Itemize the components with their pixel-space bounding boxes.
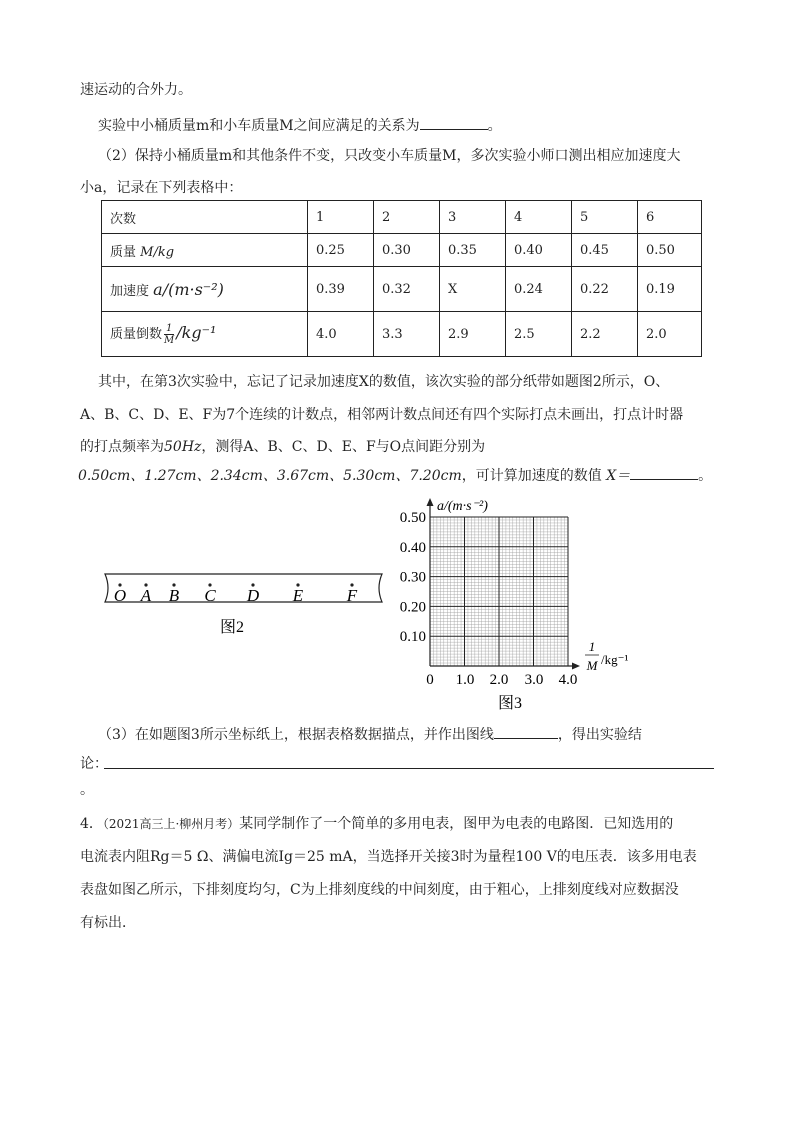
q2-line-1: （2）保持小桶质量m和其他条件不变，只改变小车质量M，多次实验小师口测出相应加速度大: [98, 148, 681, 164]
x-tick-label: 4.0: [558, 672, 578, 688]
y-axis-arrow-icon: [427, 498, 434, 506]
x-axis-arrow-icon: [572, 663, 580, 670]
x-equals: X＝: [606, 468, 631, 484]
graph-line-blank[interactable]: [494, 722, 558, 739]
distances-suffix: ，可计算加速度的数值: [461, 468, 602, 484]
x-axis-label-den: M: [586, 658, 598, 673]
table-cell: 1: [308, 201, 374, 234]
y-axis-label: a/(m·s⁻²): [437, 499, 488, 514]
x-tick-label: 2.0: [489, 672, 509, 688]
table-row: [102, 201, 702, 234]
end-period: 。: [698, 468, 713, 484]
fig2-caption: 图2: [219, 619, 245, 636]
table-cell: 2.2: [572, 312, 638, 357]
x-axis-label-num: 1: [588, 639, 596, 654]
para2-line-1: 其中，在第3次实验中，忘记了记录加速度X的数值，该次实验的部分纸带如题图2所示，O、: [98, 374, 670, 390]
q4-line-2: 电流表内阻Rg＝5 Ω、满偏电流Ig＝25 mA，当选择开关接3时为量程100 V的电压表．该多用电表: [80, 849, 697, 865]
row-header: 质量倒数 $\frac{1}{M}$ /kg⁻¹: [102, 312, 308, 357]
question-relation-line: [98, 113, 502, 136]
table-cell: 4.0: [308, 312, 374, 357]
q4-source: （2021高三上·柳州月考）: [102, 817, 240, 831]
para2-line3-prefix: 的打点频率为: [80, 439, 164, 455]
tape-point-label: D: [246, 586, 260, 605]
q3-suffix: ，得出实验结: [557, 727, 642, 743]
conclusion-blank[interactable]: [104, 768, 714, 769]
table-row: [102, 234, 702, 267]
x-tick-label: 0: [426, 672, 434, 688]
y-tick-label: 0.30: [399, 569, 426, 586]
relation-answer-blank[interactable]: [420, 113, 488, 130]
x-axis-unit: /kg⁻¹: [601, 652, 629, 667]
y-tick-label: 0.40: [399, 539, 426, 556]
table-cell: 2.9: [440, 312, 506, 357]
distances-values: 0.50cm、1.27cm、2.34cm、3.67cm、5.30cm、7.20cm: [78, 468, 462, 484]
q4-line-4: 有标出．: [80, 915, 136, 931]
table-cell: 4: [506, 201, 572, 234]
table-cell: 0.22: [572, 267, 638, 312]
tape-point-label: B: [168, 586, 180, 605]
relation-prefix: 实验中小桶质量m和小车质量M之间应满足的关系为: [98, 118, 420, 134]
table-cell: X: [440, 267, 506, 312]
row-header: 质量 M/kg: [102, 234, 308, 267]
table-cell: 0.30: [374, 234, 440, 267]
graph-paper-figure: [385, 496, 655, 718]
text-line-1: 速运动的合外力。: [80, 82, 192, 98]
table-cell: 0.32: [374, 267, 440, 312]
row-header: 次数: [102, 201, 308, 234]
distances-line: [78, 463, 712, 486]
q3-line-2: [80, 754, 108, 774]
tape-point-label: C: [204, 586, 216, 605]
q3-prefix: （3）在如题图3所示坐标纸上，根据表格数据描点，并作出图线: [98, 727, 494, 743]
table-cell: 5: [572, 201, 638, 234]
para2-line3-suffix: ，测得A、B、C、D、E、F与O点间距分别为: [201, 439, 486, 455]
table-cell: 2: [374, 201, 440, 234]
paper-tape-figure: [100, 566, 390, 646]
x-tick-label: 1.0: [455, 672, 475, 688]
table-cell: 0.50: [638, 234, 702, 267]
table-row: [102, 312, 702, 357]
tape-point-label: O: [113, 586, 127, 605]
q4-line-1: [80, 814, 673, 834]
frequency-value: 50Hz: [164, 439, 202, 455]
table-cell: 0.40: [506, 234, 572, 267]
table-cell: 0.24: [506, 267, 572, 312]
q4-number: 4．: [80, 816, 103, 832]
table-cell: 0.39: [308, 267, 374, 312]
y-tick-label: 0.10: [399, 629, 426, 646]
y-tick-label: 0.50: [399, 510, 426, 526]
data-table: [101, 200, 702, 357]
table-cell: 2.5: [506, 312, 572, 357]
x-answer-blank[interactable]: [630, 463, 698, 480]
fig3-caption: 图3: [497, 695, 523, 712]
q4-line-3: 表盘如图乙所示，下排刻度均匀，C为上排刻度线的中间刻度，由于粗心，上排刻度线对应数据没: [80, 882, 679, 898]
para2-line-3: [80, 437, 485, 457]
table-cell: 6: [638, 201, 702, 234]
table-cell: 3.3: [374, 312, 440, 357]
fraction: $\frac{1}{M}$: [164, 322, 175, 346]
q2-line-2: 小a，记录在下列表格中：: [80, 180, 243, 196]
table-cell: 2.0: [638, 312, 702, 357]
q4-line1-rest: 某同学制作了一个简单的多用电表，图甲为电表的电路图．已知选用的: [239, 816, 674, 832]
table-cell: 0.35: [440, 234, 506, 267]
relation-suffix: 。: [487, 118, 502, 134]
tape-point-label: A: [140, 586, 152, 605]
table-cell: 3: [440, 201, 506, 234]
q3-end: 。: [80, 782, 94, 798]
y-tick-label: 0.20: [399, 599, 426, 616]
row-header: 加速度 a/(m·s⁻²): [102, 267, 308, 312]
x-tick-label: 3.0: [524, 672, 544, 688]
q3-line-1: [98, 722, 642, 745]
para2-line-2: A、B、C、D、E、F为7个连续的计数点，相邻两计数点间还有四个实际打点未画出，打点计时器: [80, 407, 684, 423]
table-cell: 0.19: [638, 267, 702, 312]
table-cell: 0.25: [308, 234, 374, 267]
table-cell: 0.45: [572, 234, 638, 267]
tape-point-label: F: [346, 586, 358, 605]
conclusion-label: 论：: [80, 756, 108, 772]
table-row: [102, 267, 702, 312]
tape-point-label: E: [292, 586, 304, 605]
